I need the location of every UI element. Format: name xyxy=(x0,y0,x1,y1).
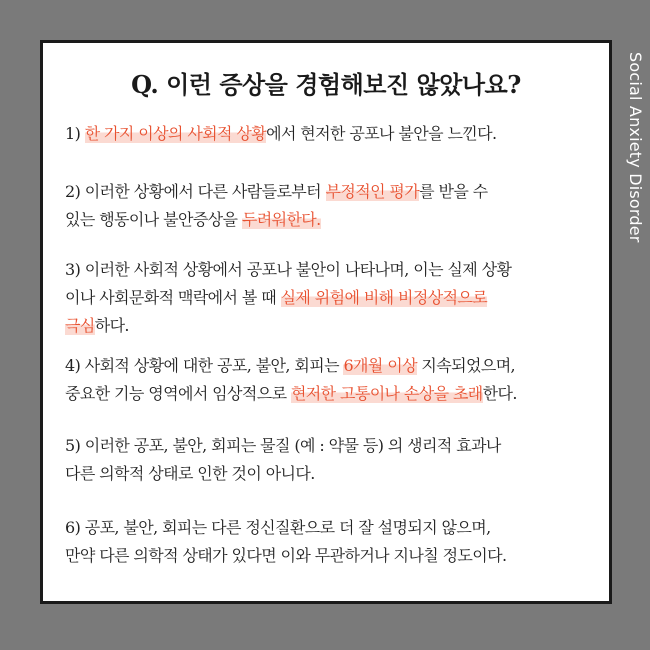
criterion-line xyxy=(65,542,595,570)
criterion-line xyxy=(65,352,595,380)
criterion-line xyxy=(65,460,595,488)
highlighted-phrase: 현저한 고통이나 손상을 초래 xyxy=(290,384,483,403)
criterion-text: 중요한 기능 영역에서 임상적으로 xyxy=(65,384,291,403)
criterion-text: 다른 의학적 상태로 인한 것이 아니다. xyxy=(65,464,315,483)
criterion-line xyxy=(65,206,595,234)
criterion-item-6 xyxy=(65,514,595,570)
criterion-text: 있는 행동이나 불안증상을 xyxy=(65,210,242,229)
criterion-text: 5) 이러한 공포, 불안, 회피는 물질 (예 : 약물 등) 의 생리적 효과나 xyxy=(65,436,501,455)
criterion-line xyxy=(65,120,595,148)
criterion-line xyxy=(65,284,595,312)
criterion-text: 2) 이러한 상황에서 다른 사람들로부터 xyxy=(65,182,326,201)
criterion-item-2 xyxy=(65,178,595,234)
highlighted-phrase: 부정적인 평가 xyxy=(325,182,420,201)
criterion-text: 지속되었으며, xyxy=(416,356,516,375)
criterion-text: 에서 현저한 공포나 불안을 느낀다. xyxy=(266,124,497,143)
page-title: Q. 이런 증상을 경험해보진 않았나요? xyxy=(131,70,521,99)
highlighted-phrase: 실제 위험에 비해 비정상적으로 xyxy=(280,288,488,307)
content-card xyxy=(40,40,612,604)
criterion-line xyxy=(65,312,595,340)
criterion-item-5 xyxy=(65,432,595,488)
highlighted-phrase: 두려워한다. xyxy=(241,210,321,229)
criterion-line xyxy=(65,432,595,460)
criterion-text: 만약 다른 의학적 상태가 있다면 이와 무관하거나 지나칠 정도이다. xyxy=(65,546,507,565)
highlighted-phrase: 6개월 이상 xyxy=(343,356,417,375)
criterion-item-4 xyxy=(65,352,595,408)
criterion-line xyxy=(65,514,595,542)
criterion-text: 한다. xyxy=(482,384,517,403)
criterion-item-3 xyxy=(65,256,595,340)
criterion-line xyxy=(65,256,595,284)
criterion-text: 1) xyxy=(65,124,85,143)
criterion-line xyxy=(65,178,595,206)
criterion-text: 하다. xyxy=(94,316,129,335)
criterion-text: 4) 사회적 상황에 대한 공포, 불안, 회피는 xyxy=(65,356,344,375)
side-label: Social Anxiety Disorder xyxy=(626,52,645,243)
criterion-text: 를 받을 수 xyxy=(419,182,488,201)
criterion-text: 6) 공포, 불안, 회피는 다른 정신질환으로 더 잘 설명되지 않으며, xyxy=(65,518,491,537)
criterion-text: 3) 이러한 사회적 상황에서 공포나 불안이 나타나며, 이는 실제 상황 xyxy=(65,260,512,279)
highlighted-phrase: 한 가지 이상의 사회적 상황 xyxy=(84,124,267,143)
criterion-text: 이나 사회문화적 맥락에서 볼 때 xyxy=(65,288,281,307)
criterion-item-1 xyxy=(65,120,595,148)
criterion-line xyxy=(65,380,595,408)
highlighted-phrase: 극심 xyxy=(65,316,95,335)
